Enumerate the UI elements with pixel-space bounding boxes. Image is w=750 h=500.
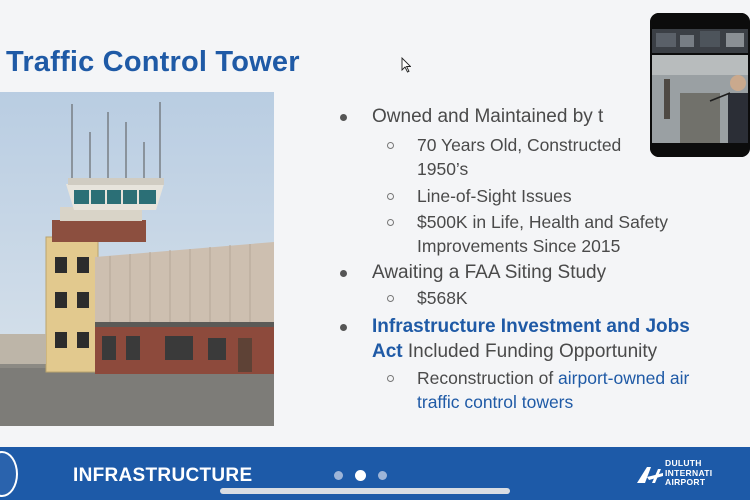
- airport-logo-text: DULUTH INTERNATI AIRPORT: [665, 458, 713, 487]
- list-item: Awaiting a FAA Siting Study: [340, 260, 750, 285]
- airport-towers-link[interactable]: airport-owned air: [558, 368, 690, 388]
- list-item: Owned and Maintained by t: [340, 104, 750, 129]
- airport-logo: [635, 459, 750, 491]
- bullet-ring-icon: [387, 295, 394, 302]
- bullet-dot-icon: [340, 270, 347, 277]
- list-item: Reconstruction of airport-owned air traffic control towers: [340, 366, 750, 414]
- section-label: INFRASTRUCTURE: [73, 465, 253, 486]
- city-seal-icon: [0, 451, 18, 497]
- list-item: $500K in Life, Health and Safety Improvements Since 2015: [340, 210, 750, 258]
- slide-title: Traffic Control Tower: [6, 46, 300, 78]
- list-item: $568K: [340, 286, 750, 310]
- bullet-ring-icon: [387, 375, 394, 382]
- page-dot[interactable]: [378, 471, 387, 480]
- bullet-dot-icon: [340, 114, 347, 121]
- airport-logo-icon: [635, 463, 665, 487]
- bullet-ring-icon: [387, 193, 394, 200]
- page-indicator: [330, 471, 400, 481]
- page-dot[interactable]: [334, 471, 343, 480]
- list-item: Line-of-Sight Issues: [340, 184, 750, 208]
- list-item: 70 Years Old, Constructed 1950’s: [340, 133, 750, 181]
- mouse-pointer-icon: [401, 57, 411, 73]
- slide-footer: [0, 447, 750, 500]
- horizontal-scrollbar[interactable]: [220, 488, 510, 494]
- airport-towers-link[interactable]: traffic control towers: [417, 392, 574, 412]
- bullet-ring-icon: [387, 142, 394, 149]
- video-participant-thumbnail[interactable]: [650, 13, 750, 157]
- list-item: Infrastructure Investment and Jobs Act Included Funding Opportunity: [340, 314, 750, 364]
- bullet-ring-icon: [387, 219, 394, 226]
- bullet-dot-icon: [340, 324, 347, 331]
- control-tower-photo: [0, 92, 274, 426]
- page-dot-active[interactable]: [355, 470, 366, 481]
